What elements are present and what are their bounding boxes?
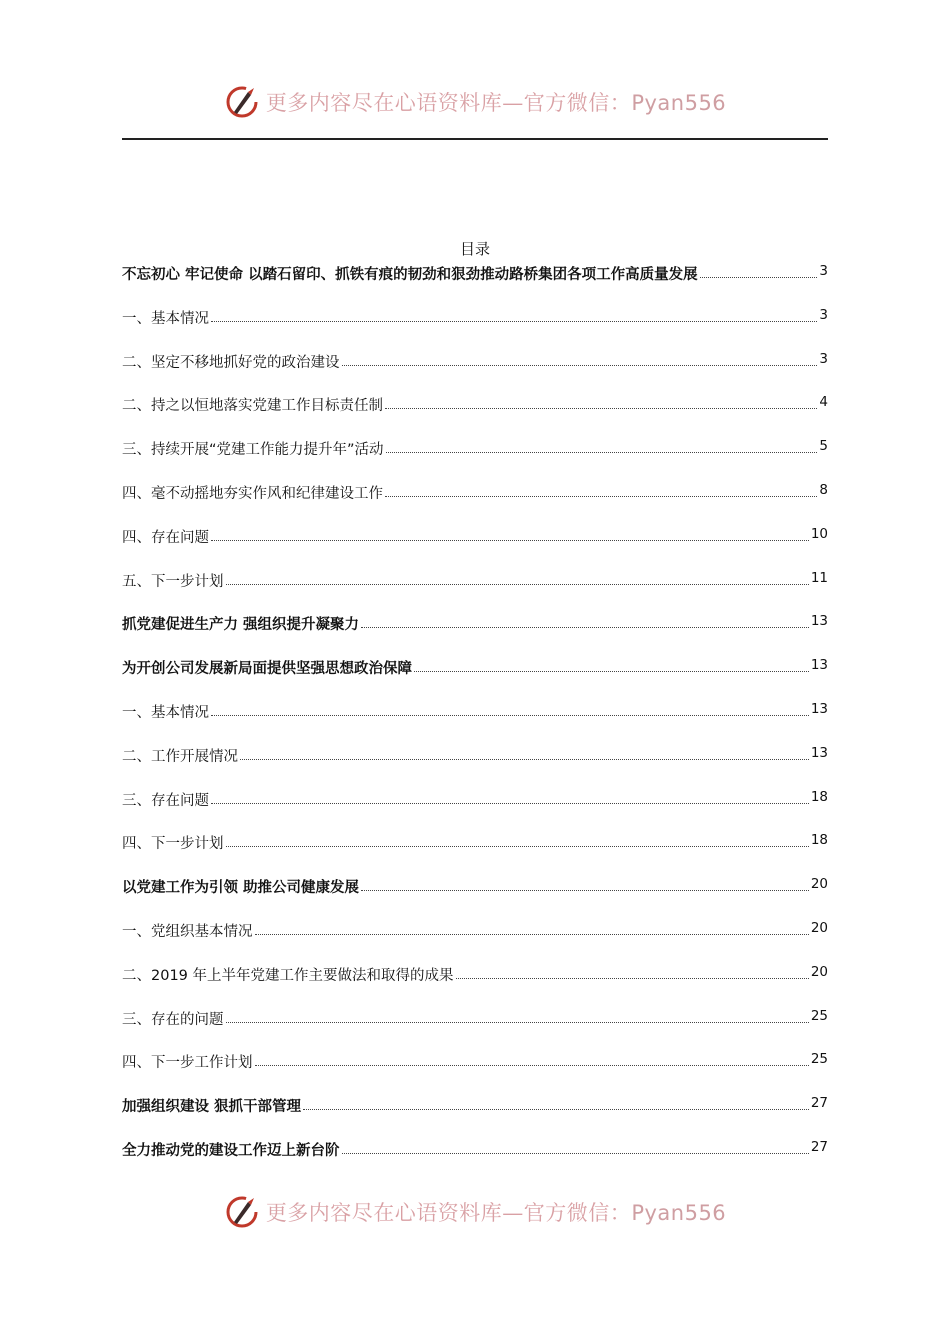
toc-entry-label: 全力推动党的建设工作迈上新台阶 [122, 1141, 340, 1159]
toc-entry-label: 加强组织建设 狠抓干部管理 [122, 1098, 302, 1116]
toc-entry[interactable] [122, 1092, 828, 1136]
quill-logo-icon [224, 1194, 260, 1230]
toc-entry-page: 25 [810, 1051, 828, 1068]
toc-entry-page: 11 [810, 569, 828, 586]
toc-entry[interactable] [122, 786, 828, 830]
header-banner [0, 80, 950, 124]
toc-entry[interactable] [122, 479, 828, 523]
toc-entry-label: 二、2019 年上半年党建工作主要做法和取得的成果 [122, 967, 454, 984]
toc-entry[interactable] [122, 1136, 828, 1180]
toc-dot-leader [226, 1005, 809, 1023]
toc-dot-leader [211, 698, 809, 716]
toc-entry-page: 4 [819, 394, 828, 411]
toc-dot-leader [211, 523, 809, 541]
toc-entry-label: 二、坚定不移地抓好党的政治建设 [122, 354, 340, 371]
toc-entry[interactable] [122, 1005, 828, 1049]
toc-dot-leader [700, 260, 818, 278]
toc-dot-leader [414, 654, 809, 672]
toc-entry[interactable] [122, 873, 828, 917]
toc-entry-page: 13 [810, 744, 828, 761]
toc-entry-label: 四、下一步工作计划 [122, 1055, 253, 1072]
toc-entry[interactable] [122, 523, 828, 567]
toc-entry[interactable] [122, 304, 828, 348]
toc-entry-page: 5 [819, 438, 828, 455]
toc-dot-leader [342, 348, 818, 366]
toc-entry-label: 二、持之以恒地落实党建工作目标责任制 [122, 398, 383, 415]
toc-entry-page: 20 [810, 963, 828, 980]
table-of-contents [122, 260, 828, 1180]
toc-entry[interactable] [122, 610, 828, 654]
toc-entry-label: 四、下一步计划 [122, 836, 224, 853]
toc-entry-page: 13 [810, 700, 828, 717]
toc-entry[interactable] [122, 567, 828, 611]
toc-entry[interactable] [122, 391, 828, 435]
toc-entry-label: 三、存在问题 [122, 792, 209, 809]
toc-dot-leader [385, 391, 817, 409]
toc-entry[interactable] [122, 917, 828, 961]
toc-entry[interactable] [122, 698, 828, 742]
toc-entry-label: 为开创公司发展新局面提供坚强思想政治保障 [122, 660, 412, 678]
toc-entry[interactable] [122, 961, 828, 1005]
toc-entry[interactable] [122, 742, 828, 786]
toc-entry-label: 抓党建促进生产力 强组织提升凝聚力 [122, 616, 360, 634]
toc-entry-page: 13 [810, 657, 828, 674]
toc-entry[interactable] [122, 829, 828, 873]
toc-dot-leader [255, 1048, 809, 1066]
toc-entry-label: 五、下一步计划 [122, 573, 224, 590]
toc-dot-leader [385, 479, 817, 497]
toc-entry-page: 3 [819, 306, 828, 323]
toc-entry[interactable] [122, 1048, 828, 1092]
toc-entry-label: 三、存在的问题 [122, 1011, 224, 1028]
toc-entry-label: 四、存在问题 [122, 529, 209, 546]
toc-entry-page: 3 [819, 350, 828, 367]
toc-entry-page: 27 [810, 1138, 828, 1155]
toc-entry[interactable] [122, 654, 828, 698]
toc-entry-page: 8 [819, 481, 828, 498]
toc-entry-label: 不忘初心 牢记使命 以踏石留印、抓铁有痕的韧劲和狠劲推动路桥集团各项工作高质量发展 [122, 266, 698, 283]
toc-dot-leader [342, 1136, 809, 1154]
toc-entry-label: 四、毫不动摇地夯实作风和纪律建设工作 [122, 485, 383, 502]
toc-entry[interactable] [122, 348, 828, 392]
toc-dot-leader [226, 829, 809, 847]
toc-entry-label: 二、工作开展情况 [122, 748, 238, 765]
toc-entry-page: 18 [810, 788, 828, 805]
toc-dot-leader [255, 917, 809, 935]
footer-banner [0, 1190, 950, 1234]
toc-entry-page: 25 [810, 1007, 828, 1024]
banner-text: 更多内容尽在心语资料库—官方微信：Pyan556 [265, 91, 727, 115]
toc-dot-leader [211, 786, 809, 804]
toc-entry-page: 13 [810, 613, 828, 630]
toc-entry-label: 一、基本情况 [122, 310, 209, 327]
toc-entry-label: 以党建工作为引领 助推公司健康发展 [122, 879, 360, 897]
toc-dot-leader [211, 304, 817, 322]
wechat-id: Pyan556 [631, 1201, 727, 1225]
toc-entry-page: 18 [810, 832, 828, 849]
toc-entry-label: 三、持续开展“党建工作能力提升年”活动 [122, 442, 384, 459]
toc-entry[interactable] [122, 260, 828, 304]
header-rule [122, 138, 828, 140]
toc-entry-label: 一、基本情况 [122, 704, 209, 721]
toc-entry-page: 27 [810, 1095, 828, 1112]
toc-title: 目录 [459, 240, 490, 258]
banner-text: 更多内容尽在心语资料库—官方微信：Pyan556 [265, 1201, 727, 1225]
toc-entry-page: 20 [810, 919, 828, 936]
toc-dot-leader [456, 961, 809, 979]
toc-entry[interactable] [122, 435, 828, 479]
toc-dot-leader [386, 435, 818, 453]
toc-dot-leader [361, 873, 809, 891]
toc-entry-page: 3 [819, 263, 828, 279]
toc-entry-page: 10 [810, 525, 828, 542]
toc-entry-label: 一、党组织基本情况 [122, 923, 253, 940]
toc-dot-leader [226, 567, 809, 585]
wechat-id: Pyan556 [631, 91, 727, 115]
toc-dot-leader [240, 742, 809, 760]
quill-logo-icon [224, 84, 260, 120]
toc-entry-page: 20 [810, 876, 828, 893]
toc-dot-leader [303, 1092, 809, 1110]
toc-dot-leader [361, 610, 809, 628]
